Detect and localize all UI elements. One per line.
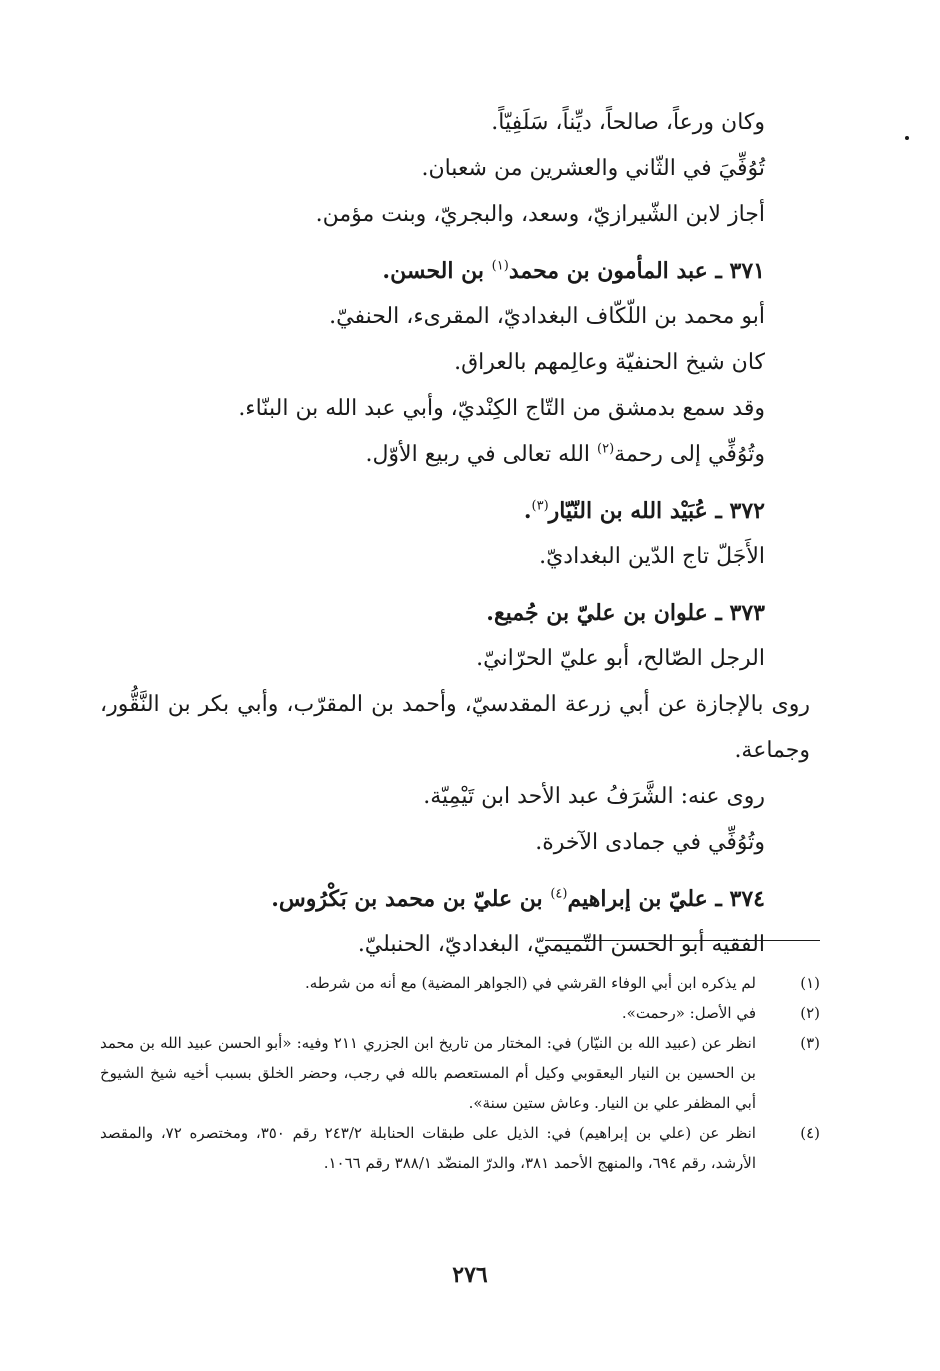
footnote-separator [545,940,820,941]
entry-heading-372 [100,488,765,534]
text-line: أجاز لابن الشّيرازيّ، وسعد، والبجريّ، وبنت مؤمن. [315,202,765,227]
page-number: ٢٧٦ [452,1262,488,1288]
text-line: كان شيخ الحنفيّة وعالِمهم بالعراق. [454,350,765,375]
footnote-number: (١) [800,974,820,992]
entry-heading-text: بن الحسن. [382,258,492,284]
margin-dot [905,136,909,140]
footnote-text: في الأصل: «رحمت». [621,1004,756,1022]
footnote-item [100,968,820,998]
footnote-number: (٢) [800,1004,820,1022]
footnote-number: (٤) [800,1124,820,1142]
text-line: الرجل الصّالح، أبو عليّ الحرّانيّ. [476,646,765,671]
entry-heading-text: ٣٧٤ ـ عليّ بن إبراهيم [567,886,765,912]
text-line: وكان ورعاً، صالحاً، ديِّناً، سَلَفِيّاً. [491,110,765,135]
text-line: الأَجَلّ تاج الدّين البغداديّ. [539,544,765,569]
entry-heading-371 [100,248,765,294]
footnote-ref: (٣) [531,498,549,514]
footnote-ref: (٢) [597,441,615,457]
text-line: تُوُفِّيَ في الثّاني والعشرين من شعبان. [421,156,765,181]
text-segment: الله تعالى في ربيع الأوّل. [365,442,598,467]
footnote-ref: (٤) [550,886,568,902]
footnote-item [100,1028,820,1118]
entry-heading-text: بن عليّ بن محمد بن بَكْرُوس. [271,886,551,912]
text-line: أبو محمد بن اللّكّاف البغداديّ، المقرىء، الحنفيّ. [329,304,765,329]
footnote-number: (٣) [800,1034,820,1052]
footnote-text: لم يذكره ابن أبي الوفاء القرشي في (الجواهر المضية) مع أنه من شرطه. [305,974,756,992]
footnotes [100,968,820,1178]
entry-heading-text: ٣٧٢ ـ عُبَيْد الله بن النّيّار [548,498,765,524]
footnote-text: انظر عن (علي بن إبراهيم) في: الذيل على طبقات الحنابلة ٢٤٣/٢ رقم ٣٥٠، ومختصره ٧٢، والمقصد الأرشد، رقم ٦٩٤، والمنهج الأحمد ٣٨١، والدرّ المنضّد ٣٨٨/١ رقم ١٠٦٦. [100,1124,756,1172]
footnote-item [100,998,820,1028]
entry-heading-374 [100,876,765,922]
main-text [100,100,810,968]
entry-heading-text: ٣٧١ ـ عبد المأمون بن محمد [508,258,765,284]
text-line: روى عنه: الشَّرَفُ عبد الأحد ابن تَيْمِيّة. [423,784,765,809]
footnote-item [100,1118,820,1178]
footnote-text: انظر عن (عبيد الله بن النيّار) في: المختار من تاريخ ابن الجزري ٢١١ وفيه: «أبو الحسن عبيد الله بن محمد بن الحسين بن النيار اليعقوبي وكيل أم المستعصم بالله في رجب، وحضر الخلق بسبب أخيه شيخ الشيوخ أبي المظفر علي بن النيار. وعاش ستين سنة». [100,1034,756,1112]
text-paragraph: روى بالإجازة عن أبي زرعة المقدسيّ، وأحمد بن المقرّب، وأبي بكر بن النَّقُّور، وجماعة. [100,692,810,763]
text-line: الفقيه أبو الحسن التّميميّ، البغداديّ، الحنبليّ. [357,932,765,957]
text-line: وتُوُفِّي في جمادى الآخرة. [535,830,765,855]
text-line [100,432,765,478]
entry-heading-373: ٣٧٣ ـ علوان بن عليّ بن جُميع. [486,600,765,626]
text-line: وقد سمع بدمشق من التّاج الكِنْديّ، وأبي عبد الله بن البنّاء. [238,396,765,421]
entry-heading-text: . [523,498,532,524]
footnote-ref: (١) [491,258,509,274]
text-segment: وتُوُفِّي إلى رحمة [614,442,765,467]
